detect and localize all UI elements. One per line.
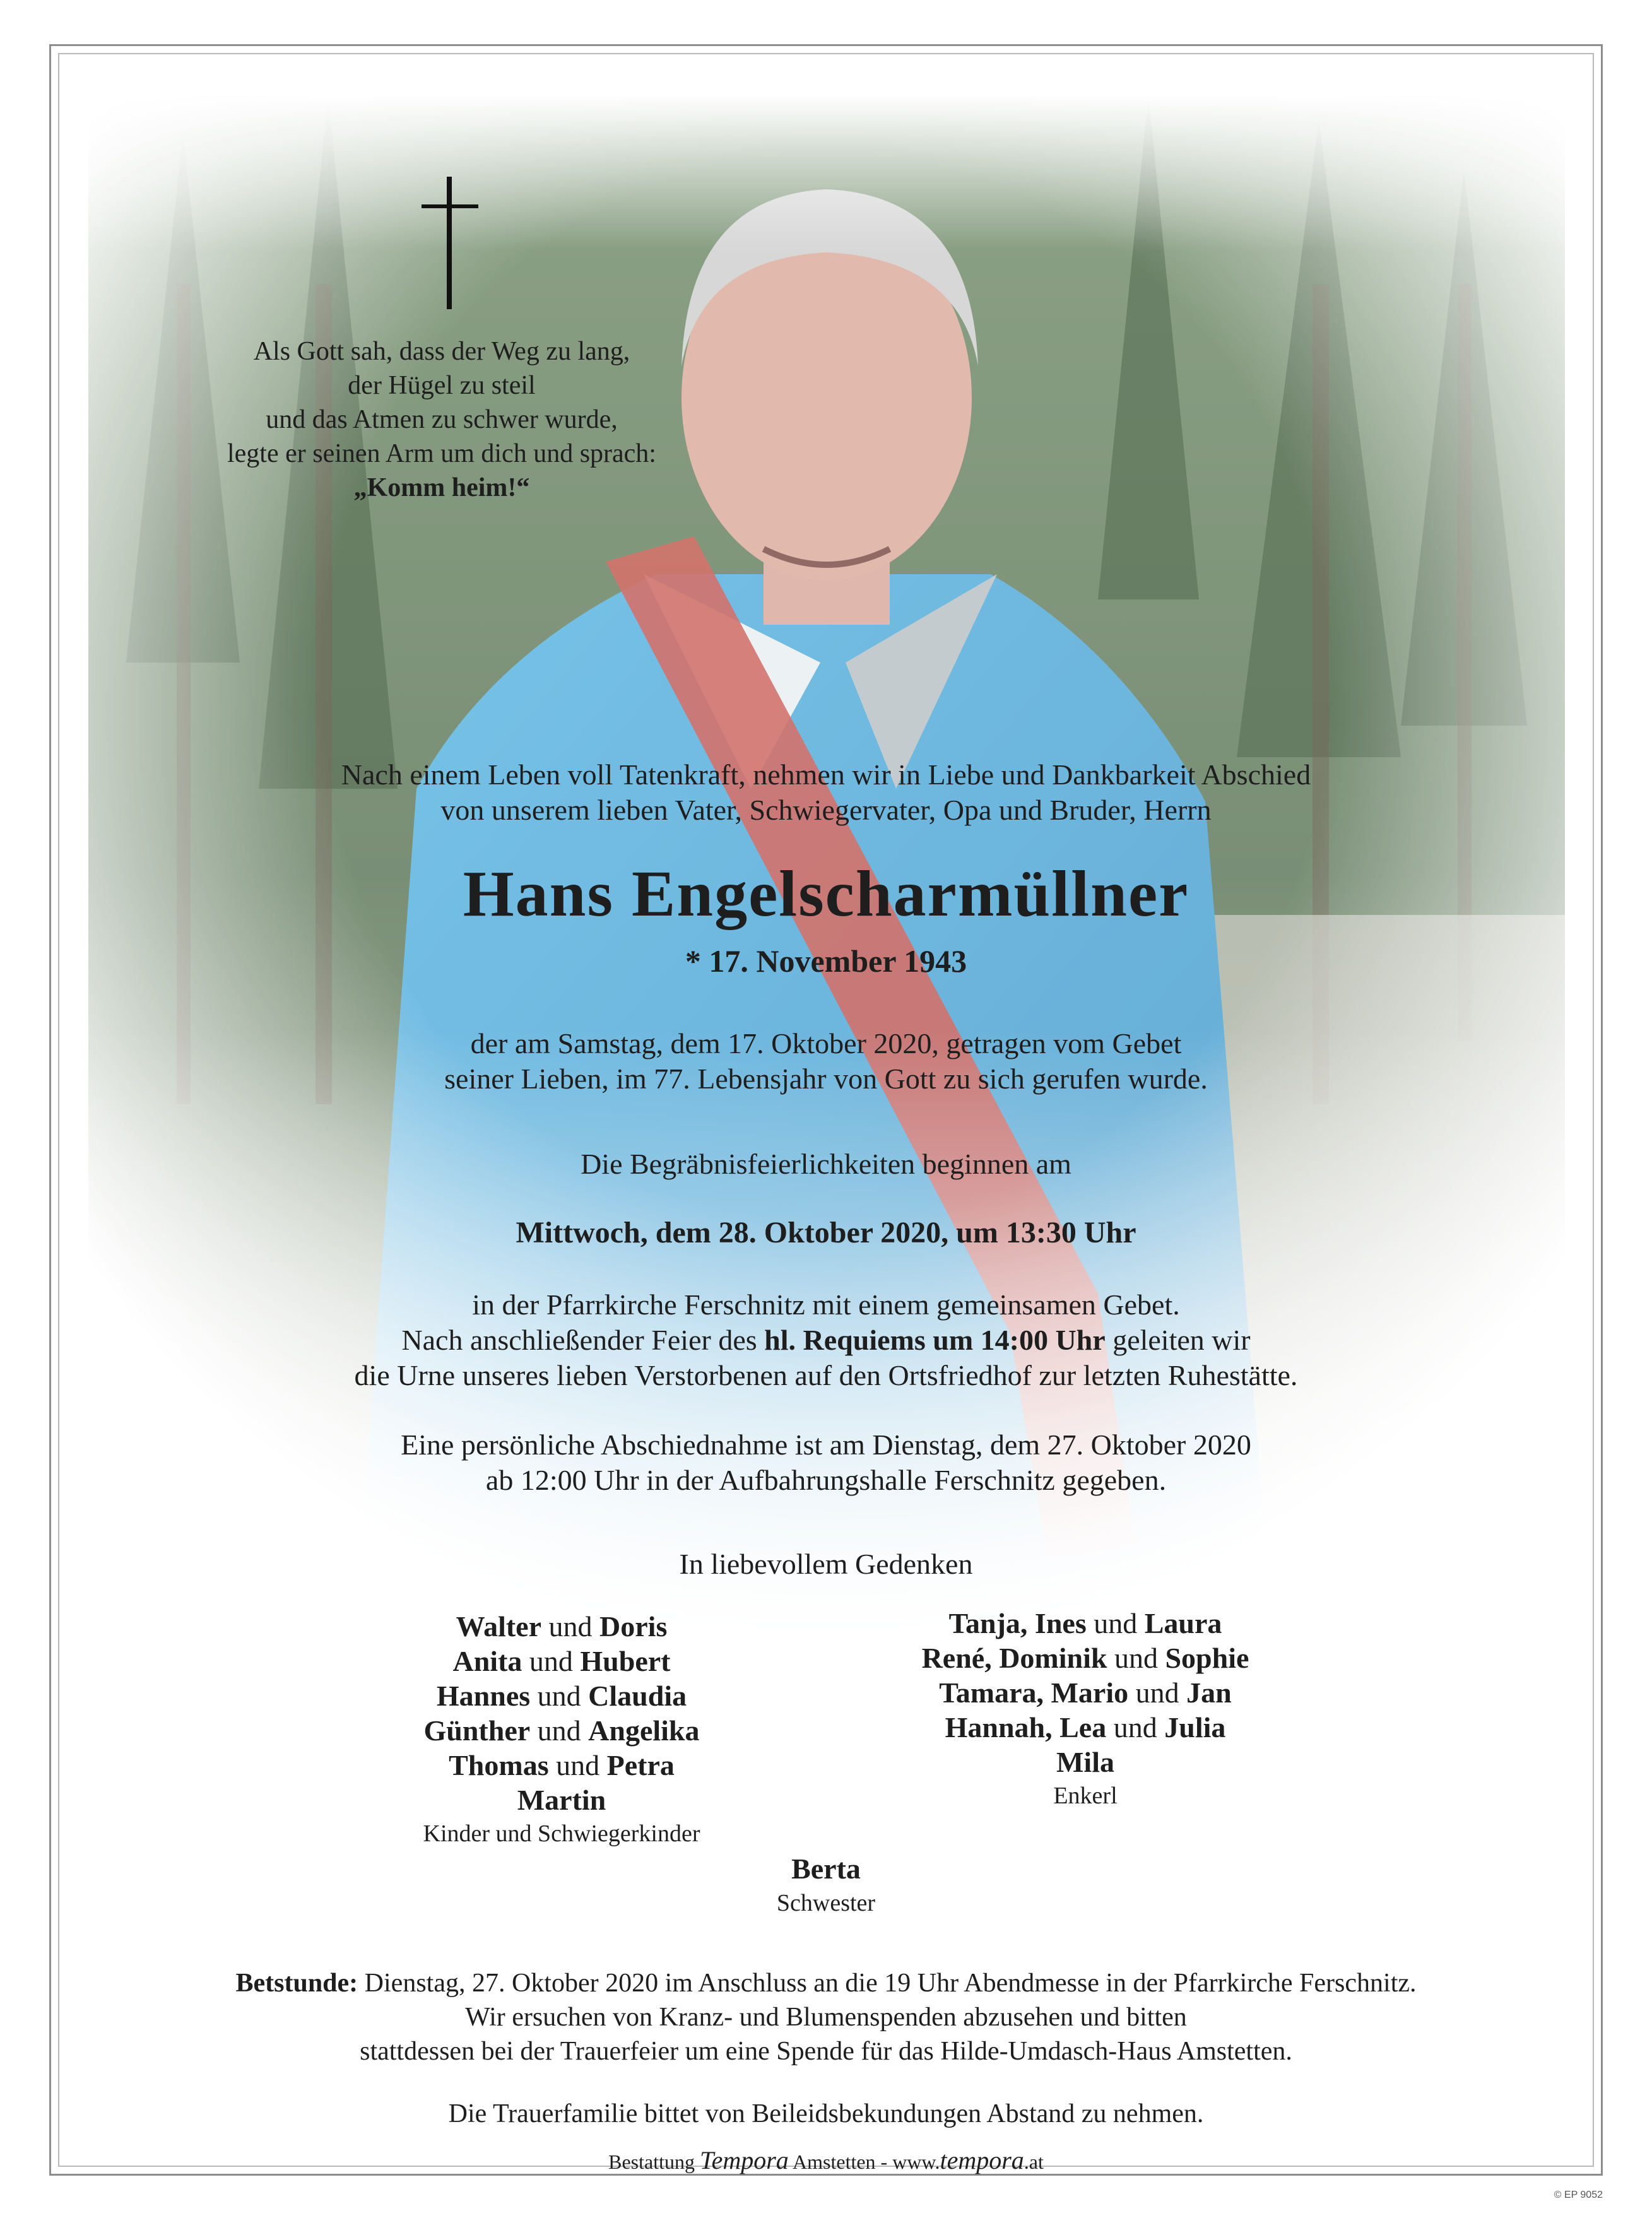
prayer-label: Betstunde: (235, 1969, 358, 1998)
mourner-name: Hubert (580, 1645, 671, 1677)
brand-url: tempora (940, 2146, 1024, 2174)
prayer-info (0, 1966, 1652, 2068)
mourner-name: Günther (423, 1714, 531, 1747)
mourner-name: Petra (606, 1749, 675, 1781)
joiner: und (556, 1749, 600, 1781)
mourner-pair (309, 1713, 814, 1748)
farewell-line: ab 12:00 Uhr in der Aufbahrungshalle Ferschnitz gegeben. (485, 1464, 1167, 1496)
mourner-name: Martin (517, 1784, 606, 1816)
mourner-group (833, 1606, 1338, 1641)
intro-line: von unserem lieben Vater, Schwiegervater, Opa und Bruder, Herrn (440, 794, 1212, 826)
farewell-info (0, 1427, 1652, 1498)
mourner-pair (309, 1678, 814, 1713)
intro-text (0, 757, 1652, 828)
funeral-line: die Urne unseres lieben Verstorbenen auf den Ortsfriedhof zur letzten Ruhestätte. (354, 1359, 1298, 1391)
death-notice-line: seiner Lieben, im 77. Lebensjahr von Gott zu sich gerufen wurde. (444, 1063, 1208, 1095)
mourner-pair (309, 1748, 814, 1783)
footer-text: Bestattung (608, 2150, 700, 2173)
mourner-name: Sophie (1165, 1642, 1249, 1674)
verse-line: Als Gott sah, dass der Weg zu lang, (253, 337, 630, 366)
joiner: und (1114, 1642, 1158, 1674)
death-notice (0, 1026, 1652, 1097)
mourner-group (833, 1641, 1338, 1675)
verse-line: der Hügel zu steil (348, 371, 536, 400)
funeral-line: in der Pfarrkirche Ferschnitz mit einem gemeinsamen Gebet. (472, 1288, 1180, 1321)
joiner: und (1135, 1677, 1179, 1709)
mourner-name: Tanja, Ines (948, 1607, 1087, 1639)
mourner-name: Anita (452, 1645, 522, 1677)
joiner: und (537, 1680, 581, 1712)
relation-label: Enkerl (1053, 1783, 1118, 1809)
mourner-name: Doris (599, 1610, 668, 1642)
verse-closing: „Komm heim!“ (353, 473, 530, 502)
funeral-line-text: geleiten wir (1105, 1324, 1251, 1356)
farewell-line: Eine persönliche Abschiednahme ist am Dienstag, dem 27. Oktober 2020 (401, 1429, 1251, 1461)
latin-cross-icon (422, 177, 478, 309)
relation-label: Schwester (776, 1890, 876, 1916)
relation-label: Kinder und Schwiegerkinder (423, 1820, 700, 1847)
funeral-line-text: Nach anschließender Feier des (401, 1324, 765, 1356)
mourner-name: Thomas (449, 1749, 549, 1781)
mourner-name: Mila (1056, 1746, 1114, 1778)
intro-line: Nach einem Leben voll Tatenkraft, nehmen wir in Liebe und Dankbarkeit Abschied (341, 758, 1311, 791)
mourner-name: Claudia (588, 1680, 687, 1712)
prayer-line (0, 1966, 1652, 2000)
mourner-name: Hannes (436, 1680, 531, 1712)
memory-heading: In liebevollem Gedenken (679, 1548, 973, 1580)
mourner-group (833, 1710, 1338, 1745)
footer-text: .at (1024, 2150, 1044, 2173)
children-list (309, 1609, 814, 1850)
mourner-name: Hannah, Lea (945, 1711, 1107, 1743)
mourner-pair (309, 1609, 814, 1644)
prayer-line: stattdessen bei der Trauerfeier um eine Spende für das Hilde-Umdasch-Haus Amstetten. (360, 2037, 1292, 2066)
joiner: und (548, 1610, 593, 1642)
copyright: © EP 9052 (1554, 2190, 1603, 2200)
mourner-name: Walter (456, 1610, 542, 1642)
verse (158, 334, 726, 505)
verse-line: und das Atmen zu schwer wurde, (266, 405, 618, 434)
mourner-name: Laura (1144, 1607, 1222, 1639)
funeral-home-footer (0, 2145, 1652, 2175)
deceased-name: Hans Engelscharmüllner (463, 858, 1189, 930)
joiner: und (1094, 1607, 1138, 1639)
verse-line: legte er seinen Arm um dich und sprach: (227, 439, 656, 468)
mourner-name: Julia (1164, 1711, 1226, 1743)
brand-logo: Tempora (700, 2146, 789, 2174)
joiner: und (1113, 1711, 1157, 1743)
joiner: und (529, 1645, 573, 1677)
requiem-time: hl. Requiems um 14:00 Uhr (764, 1324, 1106, 1356)
joiner: und (537, 1714, 581, 1747)
prayer-text: Dienstag, 27. Oktober 2020 im Anschluss an die 19 Uhr Abendmesse in der Pfarrkirche Ferschnitz. (358, 1969, 1417, 1998)
death-notice-line: der am Samstag, dem 17. Oktober 2020, getragen vom Gebet (470, 1027, 1182, 1059)
mourner-pair (309, 1644, 814, 1678)
sibling (0, 1851, 1652, 1919)
funeral-line (0, 1323, 1652, 1358)
footer-text: Amstetten - www. (788, 2150, 940, 2173)
mourner-name: Angelika (588, 1714, 700, 1747)
condolence-note: Die Trauerfamilie bittet von Beileidsbekundungen Abstand zu nehmen. (448, 2099, 1204, 2128)
funeral-date: Mittwoch, dem 28. Oktober 2020, um 13:30 Uhr (516, 1216, 1136, 1249)
birth-date: * 17. November 1943 (685, 943, 967, 979)
mourner-name: Jan (1186, 1677, 1232, 1709)
mourner-name: René, Dominik (921, 1642, 1107, 1674)
funeral-details (0, 1287, 1652, 1393)
mourner-name: Tamara, Mario (939, 1677, 1129, 1709)
mourner-name: Berta (791, 1853, 861, 1885)
funeral-intro: Die Begräbnisfeierlichkeiten beginnen am (581, 1148, 1071, 1180)
prayer-line: Wir ersuchen von Kranz- und Blumenspenden abzusehen und bitten (465, 2003, 1187, 2032)
mourner-group (833, 1675, 1338, 1710)
grandchildren-list (833, 1606, 1338, 1812)
